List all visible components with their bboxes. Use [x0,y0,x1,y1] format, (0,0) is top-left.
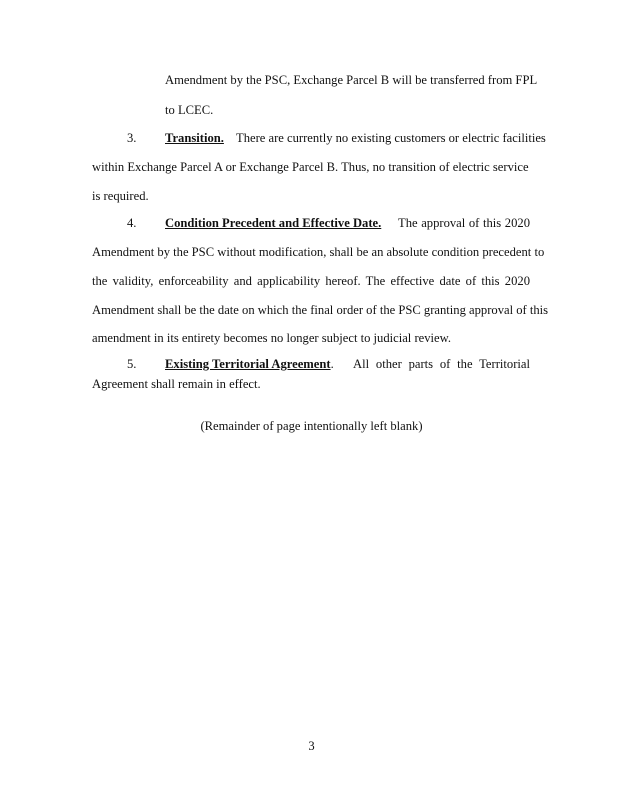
section-4-line-1: The approval of this 2020 [398,216,530,230]
section-4-line-5: amendment in its entirety becomes no longer subject to judicial review. [92,331,452,345]
section-3-title: Transition. [165,131,224,145]
section-4-title: Condition Precedent and Effective Date. [165,216,382,230]
section-4-heading [165,216,381,231]
section-3-heading [165,131,224,146]
section-3-line-2: within Exchange Parcel A or Exchange Parcel B. Thus, no transition of electric service [92,160,529,174]
carryover-line-1: Amendment by the PSC, Exchange Parcel B will be transferred from FPL [165,73,538,87]
section-3-line-1: There are currently no existing customers or electric facilities [236,131,546,145]
remainder-note: (Remainder of page intentionally left blank) [200,419,423,433]
section-5-line-1: All other parts of the Territorial [353,357,530,371]
section-5-line-2: Agreement shall remain in effect. [92,377,261,391]
section-5-title: Existing Territorial Agreement [165,357,331,371]
carryover-line-2: to LCEC. [165,103,214,117]
section-5-heading [165,357,334,372]
section-3-line-3: is required. [92,189,149,203]
section-4-number: 4. [127,216,137,230]
section-4-line-2: Amendment by the PSC without modification, shall be an absolute condition precedent to [92,245,545,259]
section-5-title-period: . [330,357,334,371]
section-4-line-3: the validity, enforceability and applicability hereof. The effective date of this 2020 [92,274,530,288]
page-number: 3 [308,739,315,753]
section-4-line-4: Amendment shall be the date on which the final order of the PSC granting approval of this [92,303,549,317]
section-3-number: 3. [127,131,137,145]
section-5-number: 5. [127,357,137,371]
